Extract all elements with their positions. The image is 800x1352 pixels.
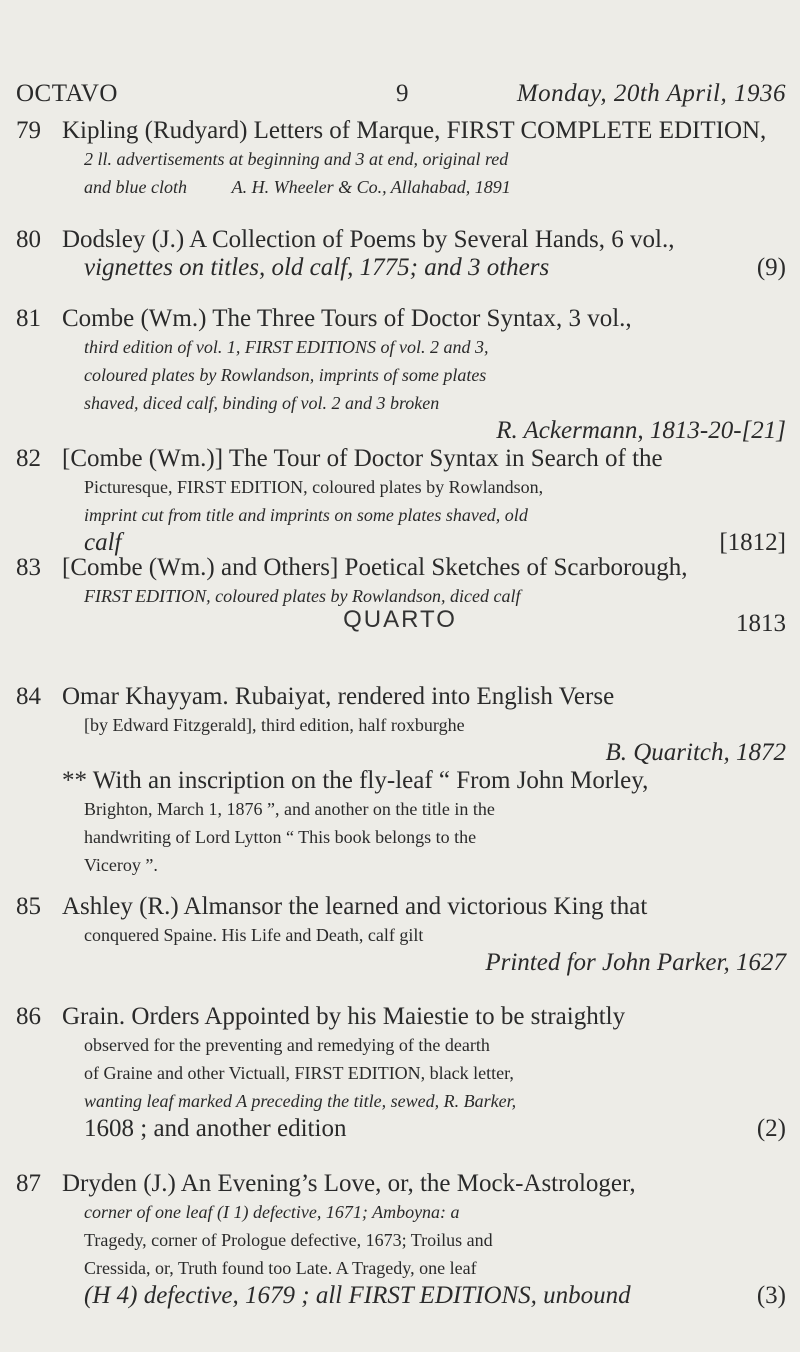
format-heading: OCTAVO <box>16 80 118 107</box>
entry-line: Ashley (R.) Almansor the learned and victorious King that <box>62 893 648 920</box>
entry-line: calf <box>84 529 122 556</box>
lot-description <box>62 683 786 879</box>
entry-line: Cressida, or, Truth found too Late. A Tragedy, one leaf <box>84 1258 477 1278</box>
entry-line: conquered Spaine. His Life and Death, calf gilt <box>84 925 424 945</box>
entry-line: Dryden (J.) An Evening’s Love, or, the Mock-Astrologer, <box>62 1170 636 1197</box>
entry-line: third edition of vol. 1, FIRST EDITIONS of vol. 2 and 3, <box>84 337 489 357</box>
lot-number: 86 <box>16 1003 41 1030</box>
entry-line: observed for the preventing and remedying of the dearth <box>84 1035 490 1055</box>
entry-line: imprint cut from title and imprints on some plates shaved, old <box>84 505 528 525</box>
entry-line: Tragedy, corner of Prologue defective, 1673; Troilus and <box>84 1230 493 1250</box>
lot-number: 84 <box>16 683 41 710</box>
lot-number: 80 <box>16 226 41 253</box>
entry-line: B. Quaritch, 1872 <box>605 739 786 766</box>
entry-note-line: handwriting of Lord Lytton “ This book belongs to the <box>84 827 477 847</box>
entry-date: [1812] <box>719 529 786 556</box>
lot-description <box>62 117 786 201</box>
entry-line: corner of one leaf (I 1) defective, 1671; Amboyna: a <box>84 1202 460 1222</box>
entry-line: [Combe (Wm.) and Others] Poetical Sketches of Scarborough, <box>62 554 688 581</box>
lot-number: 81 <box>16 305 41 332</box>
entry-date: 1813 <box>736 610 786 637</box>
entry-line: 1608 ; and another edition <box>84 1115 347 1142</box>
entry-line: Omar Khayyam. Rubaiyat, rendered into English Verse <box>62 683 615 710</box>
lot-description <box>62 226 786 282</box>
entry-line: Dodsley (J.) A Collection of Poems by Several Hands, 6 vol., <box>62 226 675 253</box>
entry-note-line: ** With an inscription on the fly-leaf “ From John Morley, <box>62 767 649 794</box>
entry-line: shaved, diced calf, binding of vol. 2 and 3 broken <box>84 393 440 413</box>
entry-line: 2 ll. advertisements at beginning and 3 at end, original red <box>84 149 509 169</box>
entry-line: Kipling (Rudyard) Letters of Marque, FIRST COMPLETE EDITION, <box>62 117 767 144</box>
item-count: (9) <box>756 254 786 281</box>
entry-line: Printed for John Parker, 1627 <box>485 949 786 976</box>
page-number: 9 <box>396 80 409 107</box>
section-heading: QUARTO <box>343 606 457 633</box>
entry-line: [by Edward Fitzgerald], third edition, half roxburghe <box>84 715 465 735</box>
lot-number: 83 <box>16 554 41 581</box>
entry-line: (H 4) defective, 1679 ; all FIRST EDITIONS, unbound <box>84 1282 631 1309</box>
entry-line: FIRST EDITION, coloured plates by Rowlandson, diced calf <box>84 586 521 606</box>
sale-date: Monday, 20th April, 1936 <box>516 80 786 107</box>
lot-description <box>62 1170 786 1310</box>
entry-line: wanting leaf marked A preceding the title, sewed, R. Barker, <box>84 1091 517 1111</box>
lot-description <box>62 305 786 445</box>
lot-description <box>62 1003 786 1143</box>
lot-number: 82 <box>16 445 41 472</box>
item-count: (3) <box>756 1282 786 1309</box>
page-header <box>16 80 786 120</box>
lot-description <box>62 445 786 557</box>
entry-line: Combe (Wm.) The Three Tours of Doctor Syntax, 3 vol., <box>62 305 632 332</box>
entry-line: Grain. Orders Appointed by his Maiestie to be straightly <box>62 1003 626 1030</box>
lot-number: 79 <box>16 117 41 144</box>
lot-number: 87 <box>16 1170 41 1197</box>
entry-note-line: Viceroy ”. <box>84 855 158 875</box>
entry-line: of Graine and other Victuall, FIRST EDITION, black letter, <box>84 1063 514 1083</box>
lot-number: 85 <box>16 893 41 920</box>
entry-line: R. Ackermann, 1813-20-[21] <box>496 417 786 444</box>
entry-line: vignettes on titles, old calf, 1775; and 3 others <box>84 254 550 281</box>
entry-line: [Combe (Wm.)] The Tour of Doctor Syntax in Search of the <box>62 445 663 472</box>
lot-description <box>62 893 786 977</box>
entry-line: coloured plates by Rowlandson, imprints of some plates <box>84 365 487 385</box>
item-count: (2) <box>756 1115 786 1142</box>
entry-line: Picturesque, FIRST EDITION, coloured plates by Rowlandson, <box>84 477 544 497</box>
entry-note-line: Brighton, March 1, 1876 ”, and another on the title in the <box>84 799 495 819</box>
entry-line: and blue cloth A. H. Wheeler & Co., Allahabad, 1891 <box>84 177 511 197</box>
